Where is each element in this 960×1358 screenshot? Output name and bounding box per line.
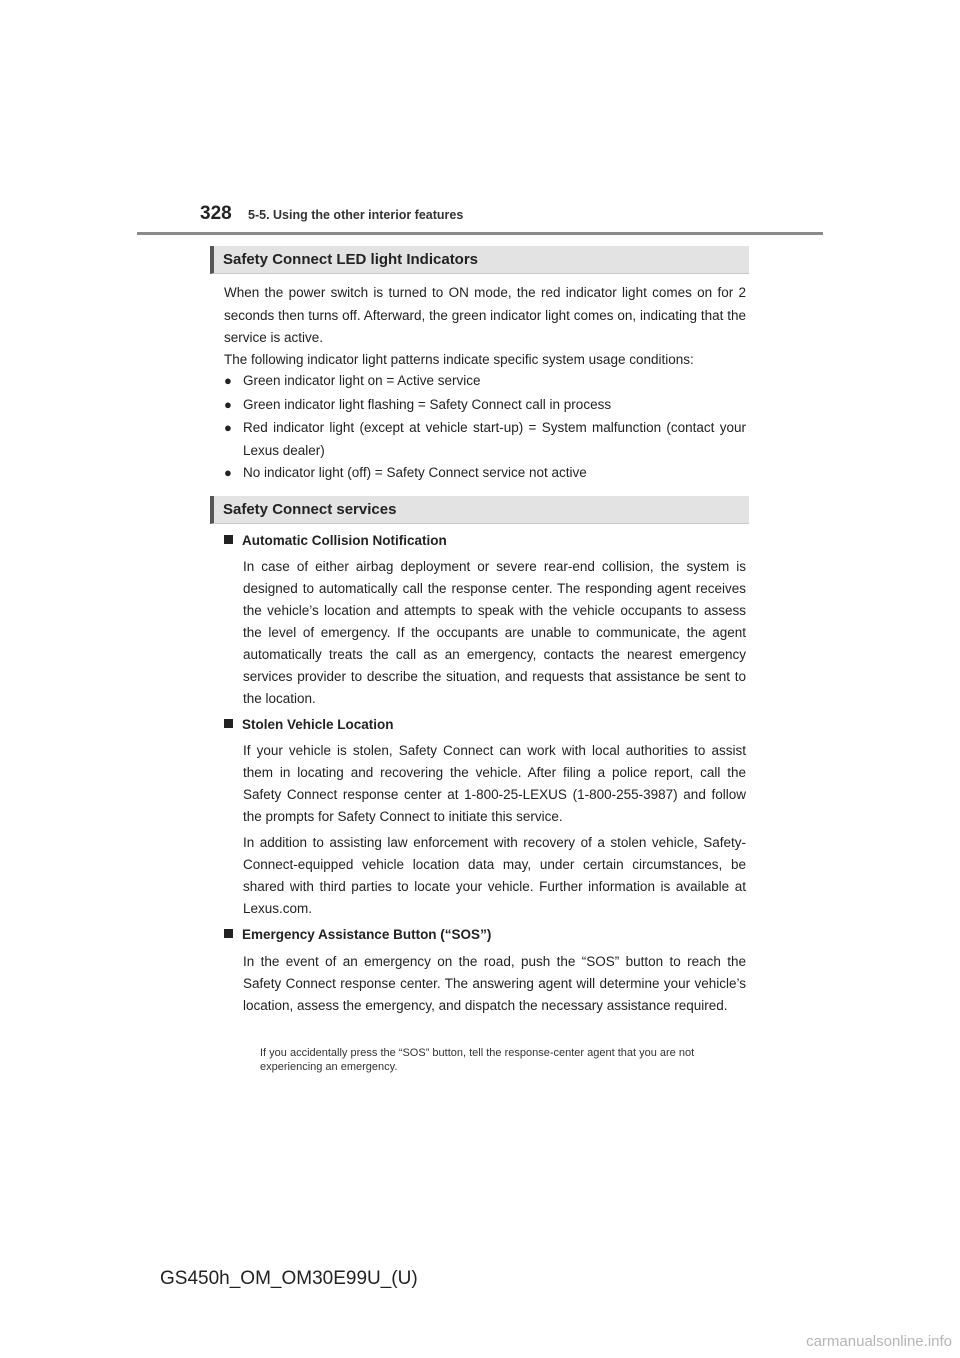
chapter-title: 5-5. Using the other interior features (248, 208, 464, 222)
stolen-vehicle-paragraph-2: In addition to assisting law enforcement with recovery of a stolen vehicle, Safety-Connect-equipped vehicle location data may, under certain circumstances, be shared with third parties to locate your vehicle. Further information is available at Lexus.com. (243, 835, 746, 916)
list-item-text: No indicator light (off) = Safety Connect service not active (243, 465, 587, 480)
page-number: 328 (200, 203, 232, 224)
collision-paragraph: In case of either airbag deployment or severe rear-end collision, the system is designed to automatically call the response center. The responding agent receives the vehicle’s location and attempts to speak with the vehicle occupants to assess the level of emergency. If the occupants are unable to communicate, the agent automatically treats the call as an emergency, contacts the nearest emergency services provider to describe the situation, and requests that assistance be sent to the location. (243, 559, 746, 706)
bullet-icon: ● (224, 420, 232, 435)
subheading-stolen-vehicle (224, 714, 394, 736)
list-item (224, 370, 746, 393)
lead-paragraph: The following indicator light patterns indicate specific system usage conditions: (224, 352, 694, 367)
list-item (224, 394, 746, 417)
stolen-vehicle-paragraph-1: If your vehicle is stolen, Safety Connect can work with local authorities to assist them in locating and recovering the vehicle. After filing a police report, call the Safety Connect response center at 1-800-25-LEXUS (1-800-255-3987) and follow the prompts for Safety Connect to initiate this service. (243, 743, 746, 824)
list-item-text: Green indicator light flashing = Safety Connect call in process (243, 397, 612, 412)
subheading-text: Stolen Vehicle Location (242, 717, 394, 732)
list-item-text: Red indicator light (except at vehicle start-up) = System malfunction (contact your Lexus dealer) (243, 420, 746, 458)
header-divider (137, 232, 823, 235)
square-bullet-icon (224, 719, 233, 728)
square-bullet-icon (224, 929, 233, 938)
bullet-icon: ● (224, 397, 232, 412)
bullet-icon: ● (224, 373, 232, 388)
watermark: carmanualsonline.info (806, 1333, 952, 1350)
subheading-text: Emergency Assistance Button (“SOS”) (242, 927, 492, 942)
subheading-sos-button (224, 924, 491, 946)
subheading-collision-notification (224, 530, 447, 552)
list-item (224, 417, 746, 462)
list-item-text: Green indicator light on = Active service (243, 373, 481, 388)
section-title: Safety Connect services (223, 501, 397, 518)
sos-paragraph: In the event of an emergency on the road, push the “SOS” button to reach the Safety Connect response center. The answering agent will determine your vehicle’s location, assess the emergency, and dispatch the necessary assistance required. (243, 954, 746, 1013)
bullet-icon: ● (224, 465, 232, 480)
square-bullet-icon (224, 535, 233, 544)
section-heading-services (210, 496, 749, 524)
intro-paragraph: When the power switch is turned to ON mode, the red indicator light comes on for 2 seconds then turns off. Afterward, the green indicator light comes on, indicating that the service is active. (224, 285, 746, 345)
document-code: GS450h_OM_OM30E99U_(U) (160, 1268, 418, 1289)
sos-note: If you accidentally press the “SOS” button, tell the response-center agent that you are not experiencing an emergency. (260, 1047, 695, 1073)
section-heading-led-indicators (210, 246, 749, 274)
subheading-text: Automatic Collision Notification (242, 533, 447, 548)
section-title: Safety Connect LED light Indicators (223, 251, 479, 268)
list-item (224, 462, 746, 485)
